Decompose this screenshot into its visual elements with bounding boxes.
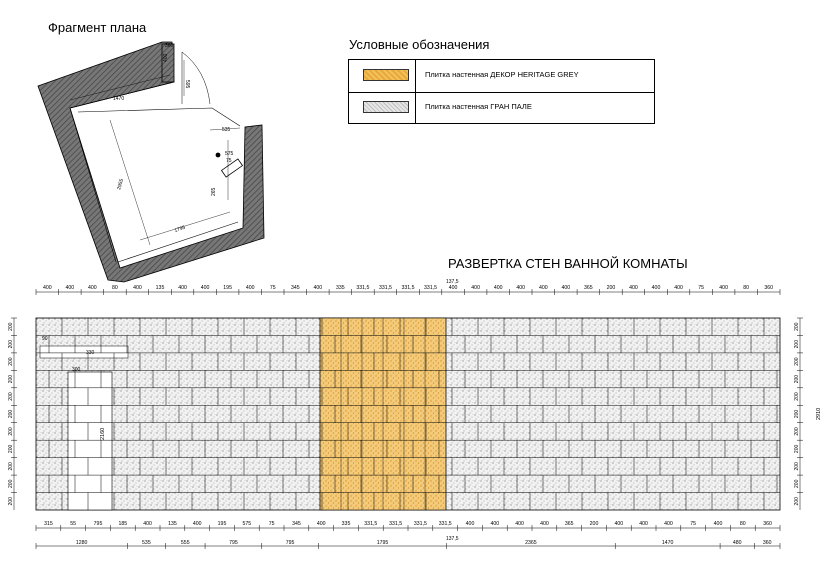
bottom-dim-label: 75 [268,521,275,527]
total-dim-label: 1795 [376,540,389,546]
plan-dim-1470: 1470 [113,96,125,102]
bottom-dim-label: 345 [292,521,301,527]
svg-text:1795: 1795 [173,224,187,234]
left-dim-label: 200 [8,374,14,384]
left-dim-label: 200 [8,392,14,401]
right-dim-label: 200 [794,357,800,366]
door-top-dim-label: 330 [86,350,95,356]
bottom-dim-label: 331,5 [438,521,452,527]
door-top-dim-label: 90 [42,336,48,342]
top-dimension-chain [36,285,780,295]
svg-text:265: 265 [211,187,217,196]
bottom-dim-label: 400 [316,521,326,527]
top-dim-label: 75 [698,285,704,291]
bottom-dim-label: 135 [168,521,177,527]
top-dim-label: 400 [313,285,323,291]
legend-title: Условные обозначения [349,37,490,52]
left-dim-label: 200 [8,444,14,454]
right-dim-label: 200 [794,497,800,506]
top-dim-label: 365 [584,285,593,291]
top-dim-label: 400 [674,285,683,291]
svg-text:535: 535 [222,127,231,133]
bottom-dim-label: 575 [242,521,252,527]
right-dim-label: 200 [794,374,800,384]
top-dim-label: 195 [223,285,232,291]
top-dim-label: 400 [88,285,97,291]
bottom-dim-label: 400 [713,521,723,527]
legend-item-label: Плитка настенная ДЕКОР HERITAGE GREY [425,70,579,79]
right-dim-label: 200 [794,479,800,488]
bottom-dim-label: 195 [217,521,227,527]
top-dim-label: 331,5 [378,285,392,291]
top-dim-label: 75 [269,285,276,291]
top-dim-label: 400 [516,285,526,291]
bottom-dim-label: 315 [44,521,53,527]
bottom-note: 137,5 [446,536,459,542]
top-dim-label: 400 [471,285,480,291]
left-dim-label: 200 [8,357,14,366]
left-dim-label: 200 [8,322,14,331]
plan-title: Фрагмент плана [48,20,147,35]
right-dim-label: 200 [794,409,800,419]
elevation [36,318,780,510]
top-dim-label: 400 [448,285,458,291]
svg-text:75: 75 [226,158,232,164]
door-top-frame [40,346,128,358]
bottom-dim-label: 400 [664,521,673,527]
bottom-dim-label: 335 [341,521,351,527]
top-dim-label: 135 [155,285,165,291]
right-dim-label: 200 [794,462,800,471]
top-dim-label: 400 [561,285,571,291]
top-dim-label: 80 [743,285,750,291]
bottom-dim-label: 185 [118,521,128,527]
top-dim-label: 400 [178,285,187,291]
top-dim-label: 331,5 [401,285,415,291]
top-dim-label: 400 [245,285,255,291]
top-dim-label: 400 [629,285,638,291]
svg-text:400: 400 [163,53,169,62]
top-dim-label: 400 [493,285,503,291]
door-width-label: 300 [72,367,81,373]
bottom-dimension-chain [36,521,780,531]
left-dim-label: 200 [8,409,14,419]
total-dim-label: 555 [180,540,190,546]
svg-text:595: 595 [184,80,190,89]
total-dim-label: 360 [762,540,772,546]
top-dim-label: 345 [290,285,300,291]
total-dim-label: 795 [229,540,238,546]
total-dim-label: 2365 [525,540,537,546]
top-dim-label: 400 [719,285,728,291]
top-dim-label: 331,5 [356,285,370,291]
bottom-dim-label: 400 [465,521,475,527]
left-dim-label: 200 [8,497,14,506]
left-dim-label: 200 [8,479,14,488]
bottom-dim-label: 400 [540,521,549,527]
bottom-dim-label: 400 [515,521,524,527]
top-dim-label: 335 [336,285,345,291]
left-dim-label: 200 [8,427,14,436]
total-dim-label: 535 [142,540,151,546]
right-dim-label: 200 [794,392,800,401]
bottom-dim-label: 55 [70,521,77,527]
total-dim-label: 795 [285,540,295,546]
top-dim-label: 400 [133,285,142,291]
door-opening [68,372,112,510]
left-dim-label: 200 [8,340,14,349]
bottom-dim-label: 400 [143,521,152,527]
bottom-dim-label: 400 [639,521,648,527]
left-dim-label: 200 [8,462,14,471]
bottom-dim-label: 331,5 [413,521,427,527]
bottom-dim-label: 331,5 [364,521,378,527]
top-dim-label: 80 [112,285,118,291]
total-dim-label: 1470 [661,540,674,546]
total-dim-label: 1280 [75,540,88,546]
bottom-dim-label: 75 [690,521,697,527]
legend-item-label: Плитка настенная ГРАН ПАЛЕ [425,102,532,111]
right-dim-label: 200 [794,340,800,349]
bottom-dim-label: 795 [93,521,103,527]
top-dim-label: 360 [764,285,774,291]
top-dim-label: 400 [42,285,52,291]
bottom-dim-label: 360 [763,521,772,527]
right-dim-label: 200 [794,427,800,436]
bottom-dim-label: 365 [564,521,574,527]
door-height-label: 2160 [100,427,106,440]
svg-text:575: 575 [225,151,234,157]
top-dim-label: 200 [606,285,616,291]
bottom-dim-label: 400 [192,521,202,527]
top-dim-label: 400 [651,285,661,291]
bottom-dim-label: 331,5 [389,521,403,527]
right-dim-label: 200 [794,444,800,454]
top-dim-label: 400 [65,285,75,291]
top-dim-label: 400 [538,285,548,291]
svg-text:2955: 2955 [116,178,126,191]
right-dim-label: 200 [794,322,800,331]
bottom-dim-label: 400 [490,521,500,527]
top-dim-label: 331,5 [424,285,438,291]
bottom-dim-label: 400 [614,521,624,527]
svg-text:360: 360 [165,43,174,49]
bottom-dim-label: 200 [589,521,599,527]
top-note: 137,5 [446,279,459,285]
bottom-dim-label: 80 [739,521,746,527]
right-total-label: 2910 [816,407,822,420]
total-dim-label: 480 [732,540,742,546]
elevation-title: РАЗВЕРТКА СТЕН ВАННОЙ КОМНАТЫ [448,256,688,271]
top-dim-label: 400 [200,285,210,291]
totals-dimension-chain [36,540,780,549]
